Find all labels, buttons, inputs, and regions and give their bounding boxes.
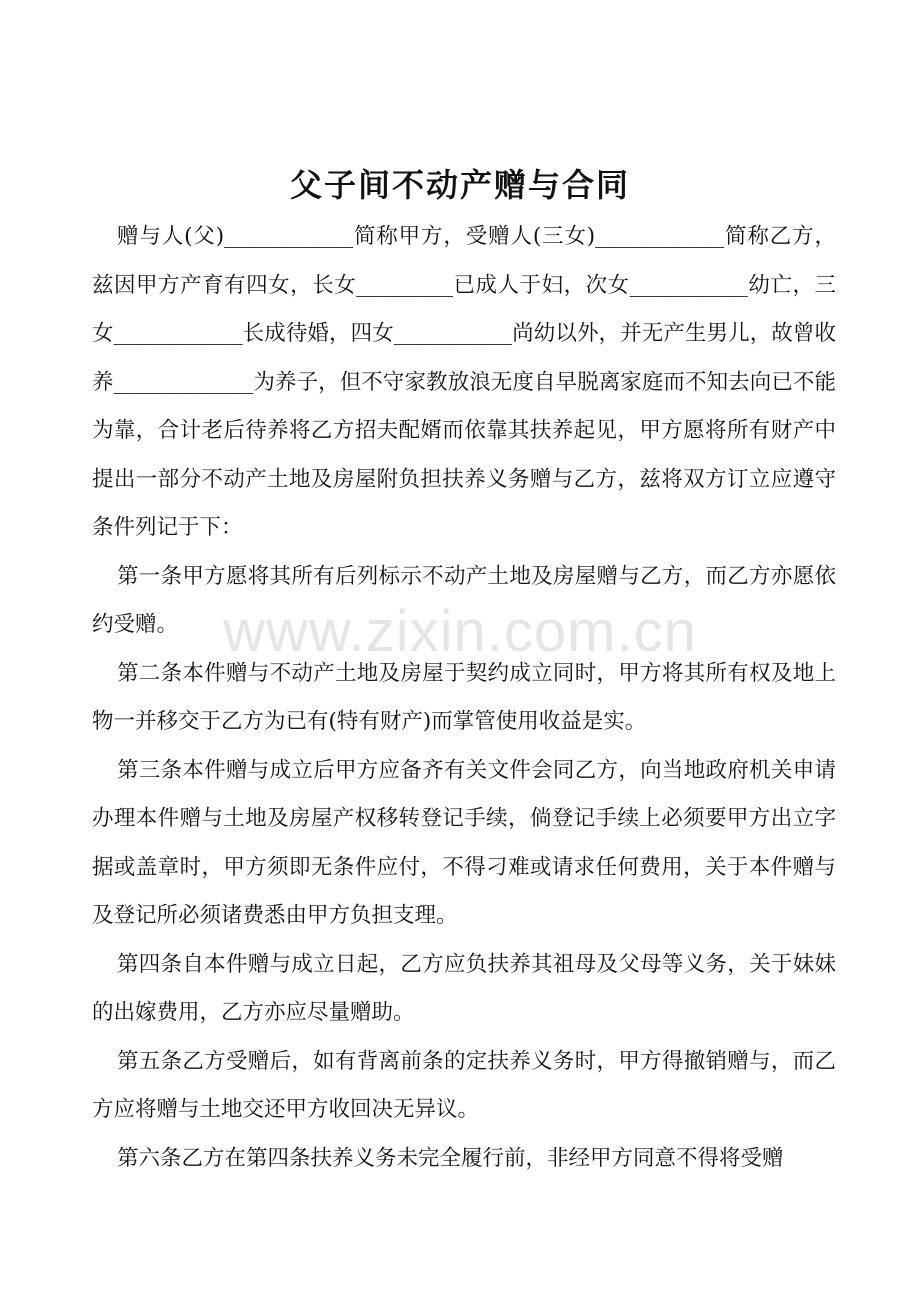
watermark-text: www.zixin.com.cn — [223, 599, 697, 664]
article-4-paragraph: 第四条自本件赠与成立日起，乙方应负扶养其祖母及父母等义务，关于妹妹的出嫁费用，乙方亦应尽量赠助。 — [92, 951, 836, 1025]
preamble-paragraph: 赠与人(父)____________简称甲方，受赠人(三女)____________简称乙方，兹因甲方产育有四女，长女_________已成人于妇，次女___________幼亡，三女____________长成待婚，四女___________尚幼以外，并无产生男儿，故曾收养_____________为养子，但不守家教放浪无度自早脱离家庭而不知去向已不能为靠，合计老后待养将乙方招夫配婿而依靠其扶养起见，甲方愿将所有财产中提出一部分不动产土地及房屋附负担扶养义务赠与乙方，兹将双方订立应遵守条件列记于下： — [92, 224, 836, 540]
article-3-paragraph: 第三条本件赠与成立后甲方应备齐有关文件会同乙方，向当地政府机关申请办理本件赠与土地及房屋产权移转登记手续，倘登记手续上必须要甲方出立字据或盖章时，甲方须即无条件应付，不得刁难或请求任何费用，关于本件赠与及登记所必须诸费悉由甲方负担支理。 — [92, 757, 836, 928]
document-title: 父子间不动产赠与合同 — [289, 166, 630, 204]
article-2-paragraph: 第二条本件赠与不动产土地及房屋于契约成立同时，甲方将其所有权及地上物一并移交于乙方为已有(特有财产)而掌管使用收益是实。 — [92, 660, 836, 734]
article-1-paragraph: 第一条甲方愿将其所有后列标示不动产土地及房屋赠与乙方，而乙方亦愿依约受赠。 — [92, 563, 836, 637]
article-6-paragraph: 第六条乙方在第四条扶养义务未完全履行前，非经甲方同意不得将受赠 — [117, 1145, 784, 1171]
article-5-paragraph: 第五条乙方受赠后，如有背离前条的定扶养义务时，甲方得撤销赠与，而乙方应将赠与土地交还甲方收回决无异议。 — [92, 1048, 836, 1122]
document-body — [92, 213, 836, 1183]
